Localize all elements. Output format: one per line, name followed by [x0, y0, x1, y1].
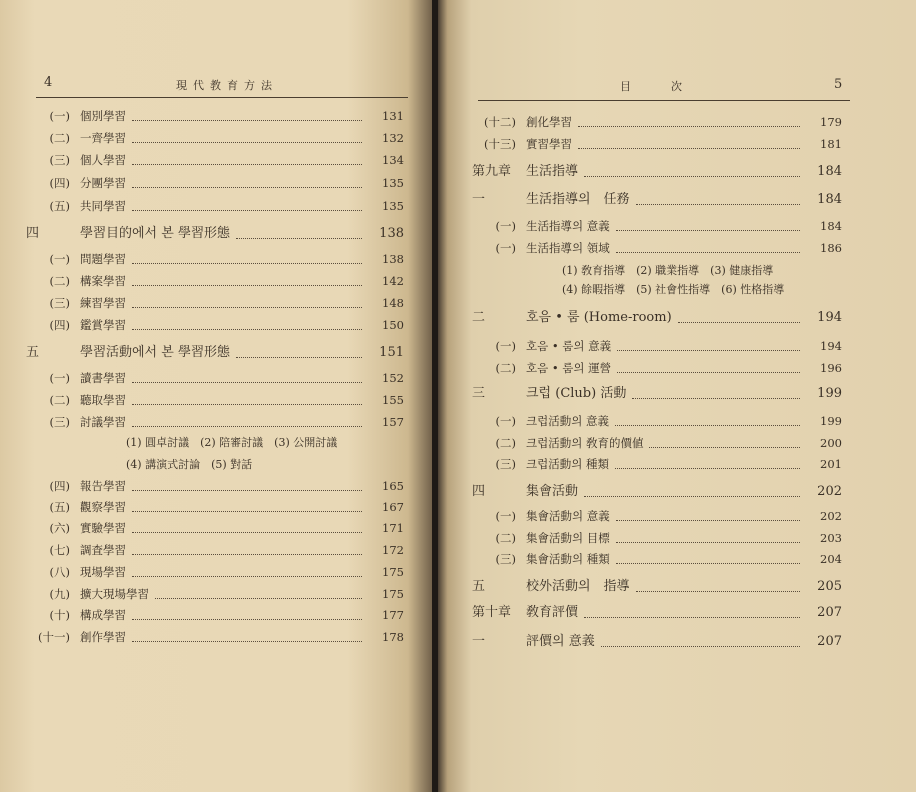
- toc-entry-label: 觀察學習: [80, 500, 126, 514]
- toc-entry-label: 敎育評價: [526, 605, 579, 620]
- left-page: [0, 0, 434, 792]
- toc-entry-label: 크럽活動의 意義: [526, 414, 609, 428]
- toc-leader-dots: [155, 578, 362, 599]
- toc-entry-page: 142: [382, 274, 404, 288]
- toc-entry-number: 第九章: [472, 164, 512, 179]
- toc-entry-number: (四): [49, 176, 70, 190]
- toc-entry-page: 207: [817, 605, 842, 620]
- toc-leader-dots: [636, 571, 800, 592]
- toc-entry-page: 205: [817, 579, 842, 594]
- toc-entry-page: 204: [820, 552, 842, 566]
- toc-leader-dots: [617, 330, 800, 351]
- toc-entry-page: 152: [382, 371, 404, 385]
- toc-leader-dots: [578, 106, 800, 127]
- toc-entry-number: (十): [49, 608, 70, 622]
- toc-leader-dots: [132, 621, 362, 642]
- guidance-sub-line-1: (1) 敎育指導 (2) 職業指導 (3) 健康指導: [562, 264, 774, 277]
- toc-leader-dots: [132, 491, 362, 512]
- toc-entry-number: 二: [472, 310, 486, 325]
- toc-entry-number: (一): [495, 509, 516, 523]
- toc-entry-number: (一): [49, 252, 70, 266]
- toc-leader-dots: [132, 287, 362, 308]
- toc-entry: [472, 549, 842, 569]
- toc-entry-number: 三: [472, 386, 486, 401]
- toc-entry-page: 184: [817, 192, 842, 207]
- toc-entry: [472, 308, 842, 328]
- toc-entry-page: 175: [382, 587, 404, 601]
- toc-entry-page: 151: [379, 345, 404, 360]
- toc-entry-number: (一): [495, 414, 516, 428]
- toc-entry-label: 練習學習: [80, 296, 126, 310]
- toc-entry-number: (十一): [38, 630, 70, 644]
- toc-entry-page: 186: [820, 241, 842, 255]
- guidance-sub-line-2: (4) 餘暇指導 (5) 社會性指導 (6) 性格指導: [562, 283, 785, 296]
- toc-leader-dots: [132, 406, 362, 427]
- toc-leader-dots: [632, 378, 800, 399]
- toc-entry-page: 207: [817, 634, 842, 649]
- toc-entry-page: 194: [820, 339, 842, 353]
- toc-entry-number: (二): [49, 393, 70, 407]
- toc-entry-label: 크럽活動의 種類: [526, 457, 609, 471]
- toc-entry-label: 構成學習: [80, 608, 126, 622]
- toc-leader-dots: [132, 167, 362, 188]
- toc-entry-number: (三): [49, 153, 70, 167]
- toc-leader-dots: [615, 448, 800, 469]
- toc-leader-dots: [616, 543, 800, 564]
- left-header-rule: [36, 97, 408, 98]
- toc-entry-page: 199: [820, 414, 842, 428]
- toc-entry-number: 四: [472, 484, 486, 499]
- toc-entry: [472, 162, 842, 182]
- right-page-number: 5: [834, 77, 843, 92]
- toc-entry-page: 181: [820, 137, 842, 151]
- toc-leader-dots: [132, 362, 362, 383]
- toc-entry: [472, 384, 842, 404]
- toc-leader-dots: [236, 218, 362, 239]
- toc-entry-label: 實習學習: [526, 137, 572, 151]
- toc-entry-page: 177: [382, 608, 404, 622]
- toc-entry-number: (一): [495, 241, 516, 255]
- toc-leader-dots: [132, 122, 362, 143]
- toc-leader-dots: [132, 100, 362, 121]
- toc-entry-label: 擴大現場學習: [80, 587, 149, 601]
- toc-entry-number: (五): [49, 500, 70, 514]
- toc-entry-number: (一): [495, 339, 516, 353]
- toc-entry-number: (二): [49, 131, 70, 145]
- toc-leader-dots: [616, 232, 800, 253]
- toc-entry-label: 크럽 (Club) 活動: [526, 386, 627, 401]
- toc-entry-number: 一: [472, 634, 486, 649]
- toc-entry-page: 135: [382, 199, 404, 213]
- toc-entry-label: 報告學習: [80, 479, 126, 493]
- toc-entry-label: 創化學習: [526, 115, 572, 129]
- toc-entry-number: 五: [26, 345, 40, 360]
- toc-entry-label: 生活指導의 意義: [526, 219, 610, 233]
- toc-entry: [472, 134, 842, 154]
- toc-entry-label: 集會活動: [526, 484, 579, 499]
- toc-entry-page: 172: [382, 543, 404, 557]
- toc-entry-label: 討議學習: [80, 415, 126, 429]
- toc-entry-page: 202: [817, 484, 842, 499]
- toc-entry-number: (三): [495, 552, 516, 566]
- toc-entry: [26, 627, 404, 647]
- toc-entry-label: 學習活動에서 본 學習形態: [80, 345, 230, 360]
- toc-entry-label: 構案學習: [80, 274, 126, 288]
- toc-entry-number: (二): [495, 436, 516, 450]
- toc-entry-number: (七): [49, 543, 70, 557]
- toc-entry-number: (十二): [484, 115, 516, 129]
- toc-entry-number: (十三): [484, 137, 516, 151]
- toc-entry-page: 157: [382, 415, 404, 429]
- toc-entry-label: 校外活動의 指導: [526, 579, 630, 594]
- right-running-title: 目 次: [620, 80, 688, 93]
- toc-entry-label: 호음 • 룸 (Home-room): [526, 310, 672, 325]
- toc-entry-number: (三): [49, 296, 70, 310]
- toc-entry-page: 203: [820, 531, 842, 545]
- toc-entry-label: 聽取學習: [80, 393, 126, 407]
- toc-entry-page: 184: [817, 164, 842, 179]
- toc-entry-number: (四): [49, 479, 70, 493]
- toc-leader-dots: [132, 243, 362, 264]
- toc-entry-label: 調査學習: [80, 543, 126, 557]
- toc-leader-dots: [584, 476, 800, 497]
- toc-entry-page: 138: [382, 252, 404, 266]
- toc-entry-label: 現場學習: [80, 565, 126, 579]
- toc-entry-label: 實驗學習: [80, 521, 126, 535]
- toc-leader-dots: [636, 184, 800, 205]
- toc-leader-dots: [132, 384, 362, 405]
- toc-leader-dots: [578, 128, 800, 149]
- toc-entry-page: 200: [820, 436, 842, 450]
- toc-leader-dots: [584, 156, 800, 177]
- toc-entry-page: 184: [820, 219, 842, 233]
- toc-entry-label: 集會活動의 目標: [526, 531, 610, 545]
- toc-leader-dots: [615, 405, 800, 426]
- toc-entry-page: 132: [382, 131, 404, 145]
- toc-entry-label: 호음 • 룸의 運營: [526, 361, 612, 375]
- toc-leader-dots: [132, 265, 362, 286]
- toc-entry-page: 135: [382, 176, 404, 190]
- toc-entry-label: 創作學習: [80, 630, 126, 644]
- toc-entry-page: 138: [379, 226, 404, 241]
- toc-entry-page: 194: [817, 310, 842, 325]
- toc-entry-number: 第十章: [472, 605, 512, 620]
- toc-entry-number: (二): [49, 274, 70, 288]
- toc-entry: [26, 196, 404, 216]
- toc-leader-dots: [132, 599, 362, 620]
- toc-entry-page: 196: [820, 361, 842, 375]
- toc-entry-page: 175: [382, 565, 404, 579]
- toc-entry-number: (一): [49, 109, 70, 123]
- toc-entry-page: 167: [382, 500, 404, 514]
- toc-leader-dots: [616, 210, 800, 231]
- toc-entry-label: 크럽活動의 敎育的價値: [526, 436, 644, 450]
- toc-leader-dots: [616, 522, 800, 543]
- toc-entry-label: 個人學習: [80, 153, 126, 167]
- discussion-sub-line-2: (4) 講演式討論 (5) 對話: [126, 458, 253, 471]
- toc-entry-number: 一: [472, 192, 486, 207]
- toc-entry-label: 評價의 意義: [526, 634, 595, 649]
- toc-entry-label: 集會活動의 意義: [526, 509, 610, 523]
- toc-leader-dots: [649, 427, 800, 448]
- toc-entry: [472, 603, 842, 623]
- toc-entry-label: 問題學習: [80, 252, 126, 266]
- toc-entry: [26, 224, 404, 244]
- toc-leader-dots: [132, 309, 362, 330]
- toc-leader-dots: [132, 190, 362, 211]
- toc-entry-label: 生活指導의 任務: [526, 192, 630, 207]
- toc-entry-label: 學習目的에서 본 學習形態: [80, 226, 230, 241]
- toc-entry-page: 148: [382, 296, 404, 310]
- toc-entry-number: (四): [49, 318, 70, 332]
- toc-entry-page: 178: [382, 630, 404, 644]
- toc-entry-number: (一): [49, 371, 70, 385]
- toc-entry-number: (五): [49, 199, 70, 213]
- toc-leader-dots: [132, 534, 362, 555]
- toc-leader-dots: [601, 626, 800, 647]
- toc-entry-page: 165: [382, 479, 404, 493]
- toc-entry-label: 讀書學習: [80, 371, 126, 385]
- toc-leader-dots: [617, 352, 800, 373]
- toc-entry: [26, 343, 404, 363]
- toc-entry-number: (一): [495, 219, 516, 233]
- toc-leader-dots: [132, 470, 362, 491]
- toc-entry-page: 179: [820, 115, 842, 129]
- toc-entry-number: (八): [49, 565, 70, 579]
- toc-entry-label: 호음 • 룸의 意義: [526, 339, 612, 353]
- toc-entry: [472, 238, 842, 258]
- toc-entry: [472, 190, 842, 210]
- toc-entry-number: 五: [472, 579, 486, 594]
- toc-entry-number: (二): [495, 361, 516, 375]
- toc-leader-dots: [616, 500, 800, 521]
- toc-leader-dots: [132, 144, 362, 165]
- toc-entry-label: 鑑賞學習: [80, 318, 126, 332]
- toc-entry: [26, 412, 404, 432]
- toc-entry-label: 集會活動의 種類: [526, 552, 610, 566]
- toc-entry-number: (三): [49, 415, 70, 429]
- toc-leader-dots: [584, 597, 800, 618]
- toc-entry-label: 一齊學習: [80, 131, 126, 145]
- toc-entry-label: 生活指導: [526, 164, 579, 179]
- discussion-sub-line-1: (1) 圓卓討議 (2) 陪審討議 (3) 公開討議: [126, 436, 338, 449]
- toc-entry-number: (二): [495, 531, 516, 545]
- toc-entry: [472, 577, 842, 597]
- toc-entry: [472, 358, 842, 378]
- toc-entry: [472, 482, 842, 502]
- toc-leader-dots: [678, 302, 800, 323]
- right-page: [438, 0, 916, 792]
- toc-entry-page: 150: [382, 318, 404, 332]
- toc-entry-page: 155: [382, 393, 404, 407]
- toc-entry-page: 131: [382, 109, 404, 123]
- left-running-title: 現代教育方法: [176, 79, 278, 92]
- right-header-rule: [478, 100, 850, 101]
- left-page-number: 4: [44, 75, 53, 90]
- toc-entry-page: 202: [820, 509, 842, 523]
- toc-entry: [472, 632, 842, 652]
- toc-entry-label: 分團學習: [80, 176, 126, 190]
- toc-leader-dots: [132, 512, 362, 533]
- toc-entry: [472, 454, 842, 474]
- toc-entry-page: 134: [382, 153, 404, 167]
- toc-entry: [26, 315, 404, 335]
- toc-entry-number: (六): [49, 521, 70, 535]
- toc-leader-dots: [236, 337, 362, 358]
- toc-entry-number: (三): [495, 457, 516, 471]
- toc-entry-page: 199: [817, 386, 842, 401]
- toc-entry-label: 個別學習: [80, 109, 126, 123]
- toc-entry-number: (九): [49, 587, 70, 601]
- toc-entry-page: 171: [382, 521, 404, 535]
- toc-entry-number: 四: [26, 226, 40, 241]
- toc-entry-page: 201: [820, 457, 842, 471]
- toc-entry-label: 共同學習: [80, 199, 126, 213]
- toc-leader-dots: [132, 556, 362, 577]
- toc-entry-label: 生活指導의 領域: [526, 241, 610, 255]
